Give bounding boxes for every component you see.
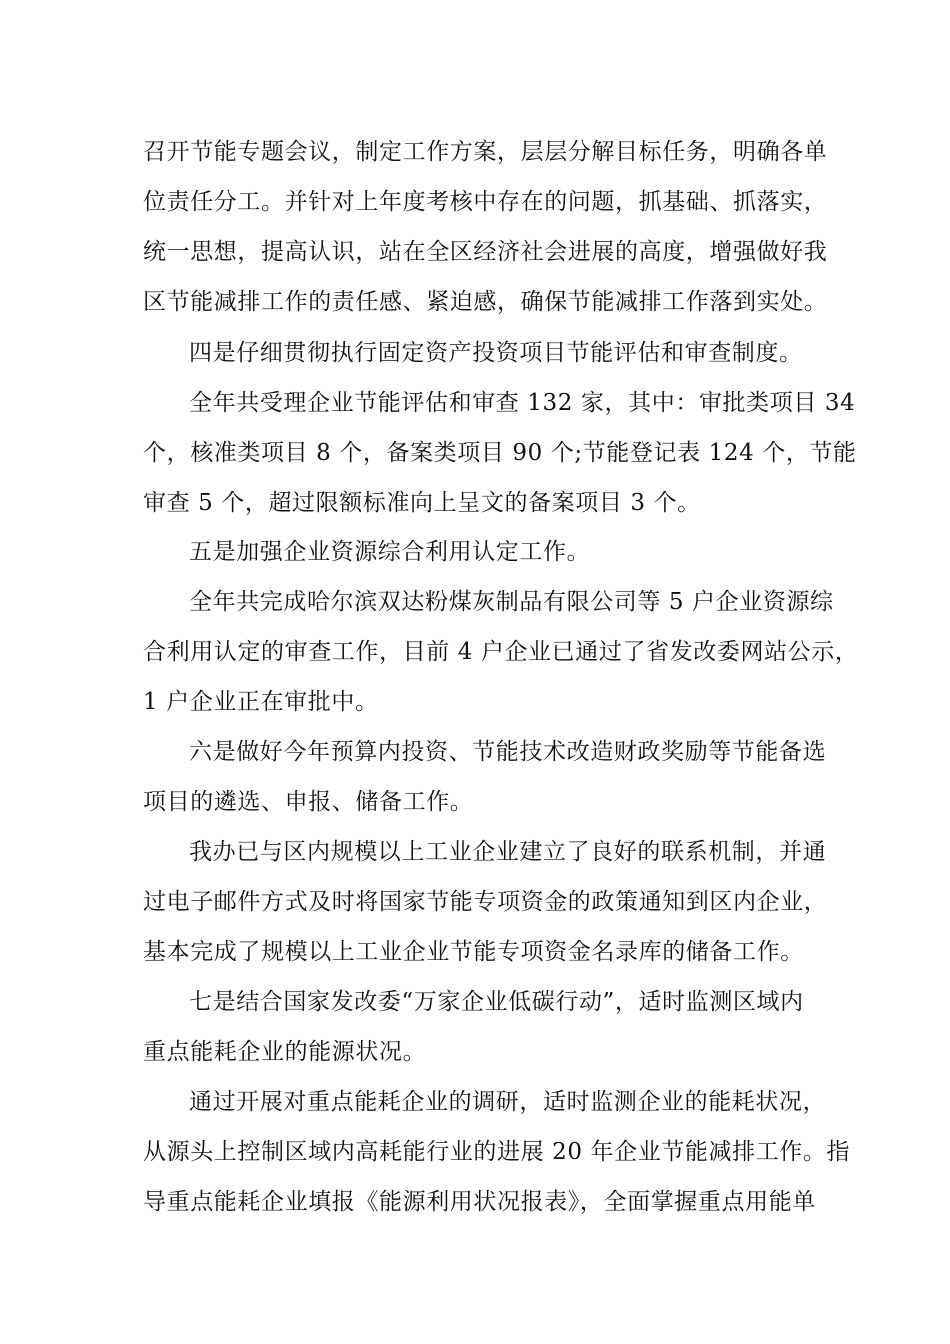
section-heading: 五是加强企业资源综合利用认定工作。 bbox=[189, 539, 591, 565]
text-line: 我办已与区内规模以上工业企业建立了良好的联系机制，并通 bbox=[189, 839, 827, 865]
text-line: 重点能耗企业的能源状况。 bbox=[143, 1039, 427, 1065]
text-line: 个，核准类项目 8 个，备案类项目 90 个;节能登记表 124 个，节能 bbox=[143, 440, 857, 466]
text-line: 过电子邮件方式及时将国家节能专项资金的政策通知到区内企业， bbox=[143, 889, 828, 915]
text-line: 从源头上控制区域内高耗能行业的进展 20 年企业节能减排工作。指 bbox=[143, 1139, 851, 1165]
text-line: 审查 5 个，超过限额标准向上呈文的备案项目 3 个。 bbox=[143, 490, 701, 516]
text-line: 合利用认定的审查工作，目前 4 户企业已通过了省发改委网站公示， bbox=[143, 639, 859, 665]
section-heading: 七是结合国家发改委“万家企业低碳行动”，适时监测区域内 bbox=[189, 989, 804, 1015]
section-heading: 六是做好今年预算内投资、节能技术改造财政奖励等节能备选 bbox=[189, 739, 827, 765]
section-heading: 四是仔细贯彻执行固定资产投资项目节能评估和审查制度。 bbox=[189, 340, 803, 366]
text-line: 位责任分工。并针对上年度考核中存在的问题，抓基础、抓落实， bbox=[143, 189, 828, 215]
text-line: 1 户企业正在审批中。 bbox=[143, 689, 379, 715]
text-line: 通过开展对重点能耗企业的调研，适时监测企业的能耗状况， bbox=[189, 1089, 827, 1115]
text-line: 召开节能专题会议，制定工作方案，层层分解目标任务，明确各单 bbox=[143, 139, 828, 165]
text-line: 基本完成了规模以上工业企业节能专项资金名录库的储备工作。 bbox=[143, 939, 804, 965]
text-line: 全年共受理企业节能评估和审查 132 家，其中：审批类项目 34 bbox=[189, 390, 856, 416]
text-line: 导重点能耗企业填报《能源利用状况报表》，全面掌握重点用能单 bbox=[143, 1189, 816, 1215]
text-line: 区节能减排工作的责任感、紧迫感，确保节能减排工作落到实处。 bbox=[143, 289, 828, 315]
text-line: 项目的遴选、申报、储备工作。 bbox=[143, 789, 474, 815]
text-line: 统一思想，提高认识，站在全区经济社会进展的高度，增强做好我 bbox=[143, 239, 828, 265]
text-line: 全年共完成哈尔滨双达粉煤灰制品有限公司等 5 户企业资源综 bbox=[189, 589, 834, 615]
